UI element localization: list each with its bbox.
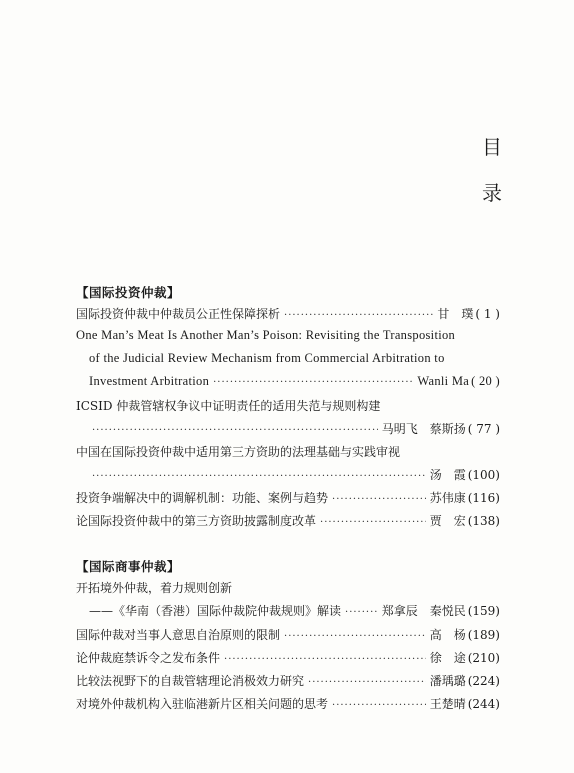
entry-page: (210)	[467, 651, 500, 665]
dot-leader	[332, 494, 426, 505]
toc-entry[interactable]	[76, 305, 500, 323]
toc-entry[interactable]	[76, 420, 500, 438]
section-heading-investment: 【国际投资仲裁】	[76, 285, 181, 300]
entry-title-line-3: Investment Arbitration	[89, 374, 210, 388]
dot-leader	[92, 425, 378, 436]
entry-page: (138)	[467, 514, 500, 528]
entry-title: 中国在国际投资仲裁中适用第三方资助的法理基础与实践审视	[76, 445, 401, 459]
entry-title-line-1: One Man’s Meat Is Another Man’s Poison: Revisiting the Transposition	[76, 328, 456, 342]
toc-entry[interactable]	[89, 602, 500, 620]
toc-entry-line[interactable]	[76, 328, 500, 346]
entry-author: 徐 途	[429, 651, 466, 665]
entry-page: (244)	[467, 697, 500, 711]
entry-title: 国际仲裁对当事人意思自治原则的限制	[76, 628, 281, 642]
entry-title: 对境外仲裁机构入驻临港新片区相关问题的思考	[76, 697, 329, 711]
title-char-1: 目	[482, 135, 502, 159]
entry-title: 比较法视野下的自裁管辖理论消极效力研究	[76, 674, 305, 688]
entry-author: 王楚晴	[429, 697, 466, 711]
entry-author: 潘瑀璐	[429, 674, 466, 688]
toc-entry[interactable]	[76, 672, 500, 690]
dot-leader	[224, 654, 426, 665]
toc-entry[interactable]	[76, 466, 500, 484]
toc-entry[interactable]	[76, 489, 500, 507]
entry-author: 汤 霞	[429, 468, 466, 482]
dot-leader	[345, 607, 378, 618]
entry-page: ( 77 )	[467, 422, 500, 436]
section-heading-commercial: 【国际商事仲裁】	[76, 559, 181, 574]
entry-title-line-2: of the Judicial Review Mechanism from Commercial Arbitration to	[89, 351, 445, 365]
entry-page: (224)	[467, 674, 500, 688]
entry-page: ( 1 )	[475, 307, 500, 321]
toc-entry-line[interactable]	[76, 579, 500, 597]
entry-page: (189)	[467, 628, 500, 642]
entry-subtitle: ——《华南（香港）国际仲裁院仲裁规则》解读	[89, 604, 342, 618]
entry-title: ICSID 仲裁管辖权争议中证明责任的适用失范与规则构建	[76, 399, 381, 413]
toc-entry[interactable]	[76, 695, 500, 713]
entry-title: 论仲裁庭禁诉令之发布条件	[76, 651, 221, 665]
entry-title: 投资争端解决中的调解机制：功能、案例与趋势	[76, 491, 329, 505]
dot-leader	[92, 471, 426, 482]
toc-entry-line[interactable]	[76, 397, 500, 415]
entry-author: 苏伟康	[429, 491, 466, 505]
entry-title: 开拓境外仲裁，着力规则创新	[76, 581, 233, 595]
entry-author: Wanli Ma	[417, 374, 470, 388]
entry-title: 论国际投资仲裁中的第三方资助披露制度改革	[76, 514, 317, 528]
entry-page: ( 20 )	[471, 374, 500, 388]
page-title	[481, 124, 503, 216]
dot-leader	[332, 700, 426, 711]
entry-author: 甘 璞	[437, 307, 474, 321]
title-char-2: 录	[482, 181, 502, 205]
toc-entry[interactable]	[76, 626, 500, 644]
entry-page: (100)	[467, 468, 500, 482]
toc-entry-line[interactable]	[89, 351, 500, 369]
dot-leader	[284, 631, 426, 642]
toc-entry[interactable]	[89, 374, 500, 392]
dot-leader	[320, 517, 426, 528]
dot-leader	[284, 310, 433, 321]
entry-author: 郑拿辰 秦悦民	[381, 604, 466, 618]
entry-author: 马明飞 蔡斯扬	[381, 422, 466, 436]
entry-page: (159)	[467, 604, 500, 618]
toc-entry[interactable]	[76, 512, 500, 530]
entry-page: (116)	[467, 491, 500, 505]
toc-entry-line[interactable]	[76, 443, 500, 461]
entry-title: 国际投资仲裁中仲裁员公正性保障探析	[76, 307, 281, 321]
dot-leader	[213, 377, 413, 388]
entry-author: 高 杨	[429, 628, 466, 642]
dot-leader	[308, 677, 426, 688]
entry-author: 贾 宏	[429, 514, 466, 528]
toc-entry[interactable]	[76, 649, 500, 667]
